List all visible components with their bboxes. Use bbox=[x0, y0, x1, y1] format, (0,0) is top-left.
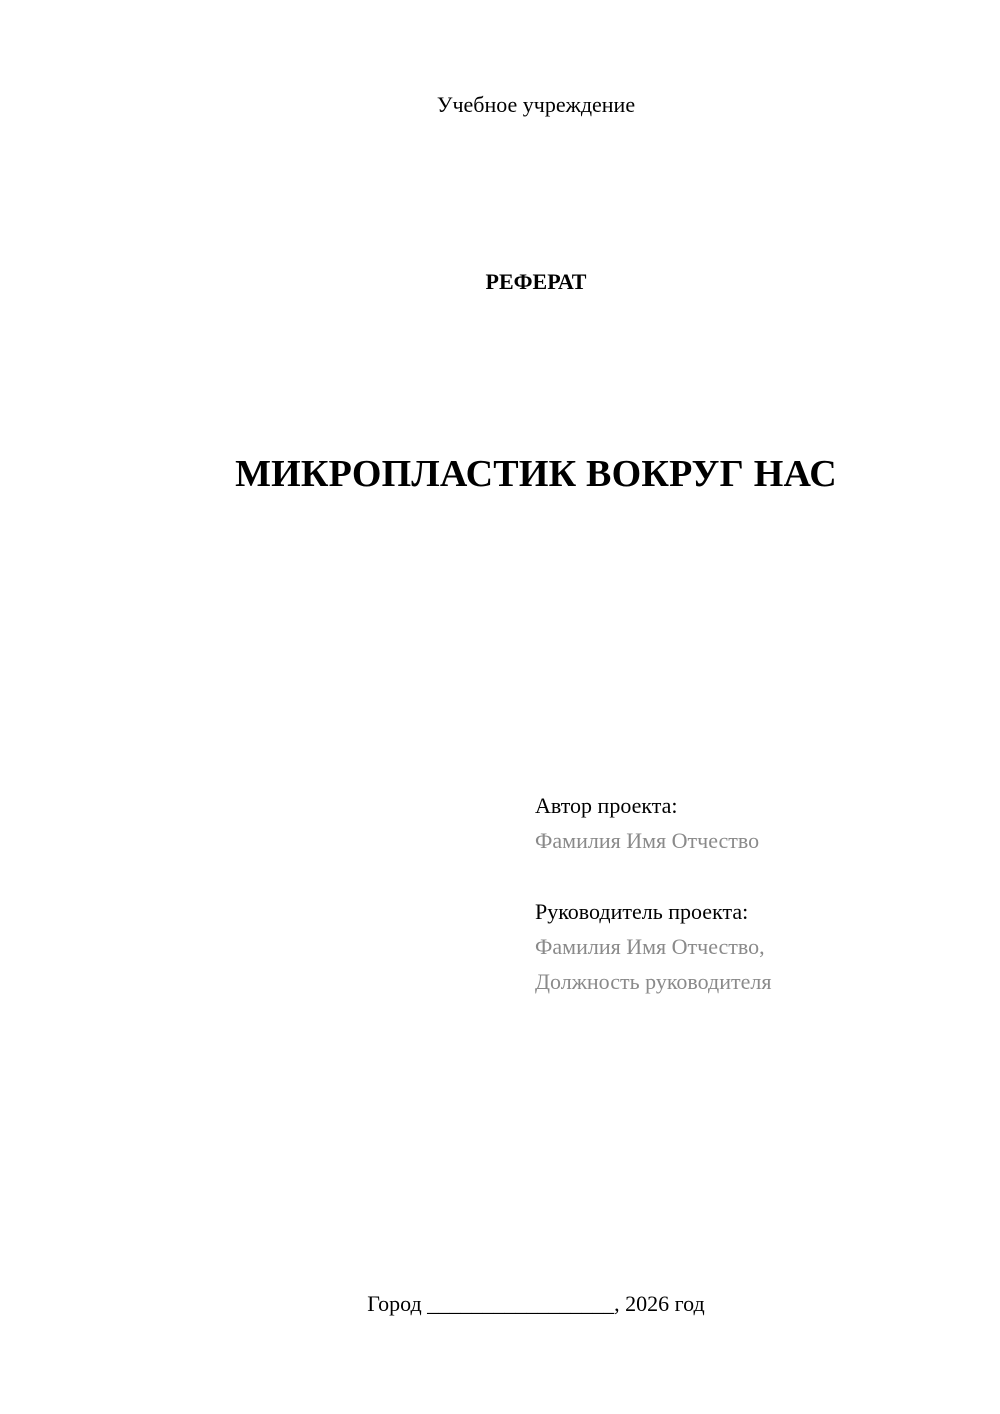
supervisor-label: Руководитель проекта: bbox=[535, 899, 749, 924]
document-title: МИКРОПЛАСТИК ВОКРУГ НАС bbox=[235, 453, 837, 495]
credits-block bbox=[535, 788, 771, 999]
supervisor-name-placeholder: Фамилия Имя Отчество, bbox=[535, 934, 765, 959]
city-year-line: Город _________________, 2026 год bbox=[367, 1291, 705, 1316]
supervisor-position-placeholder: Должность руководителя bbox=[535, 969, 772, 994]
author-name-placeholder: Фамилия Имя Отчество bbox=[535, 828, 760, 853]
credits-spacer bbox=[535, 858, 771, 894]
author-label: Автор проекта: bbox=[535, 793, 678, 818]
document-type: РЕФЕРАТ bbox=[485, 269, 587, 294]
institution-name: Учебное учреждение bbox=[436, 92, 636, 117]
